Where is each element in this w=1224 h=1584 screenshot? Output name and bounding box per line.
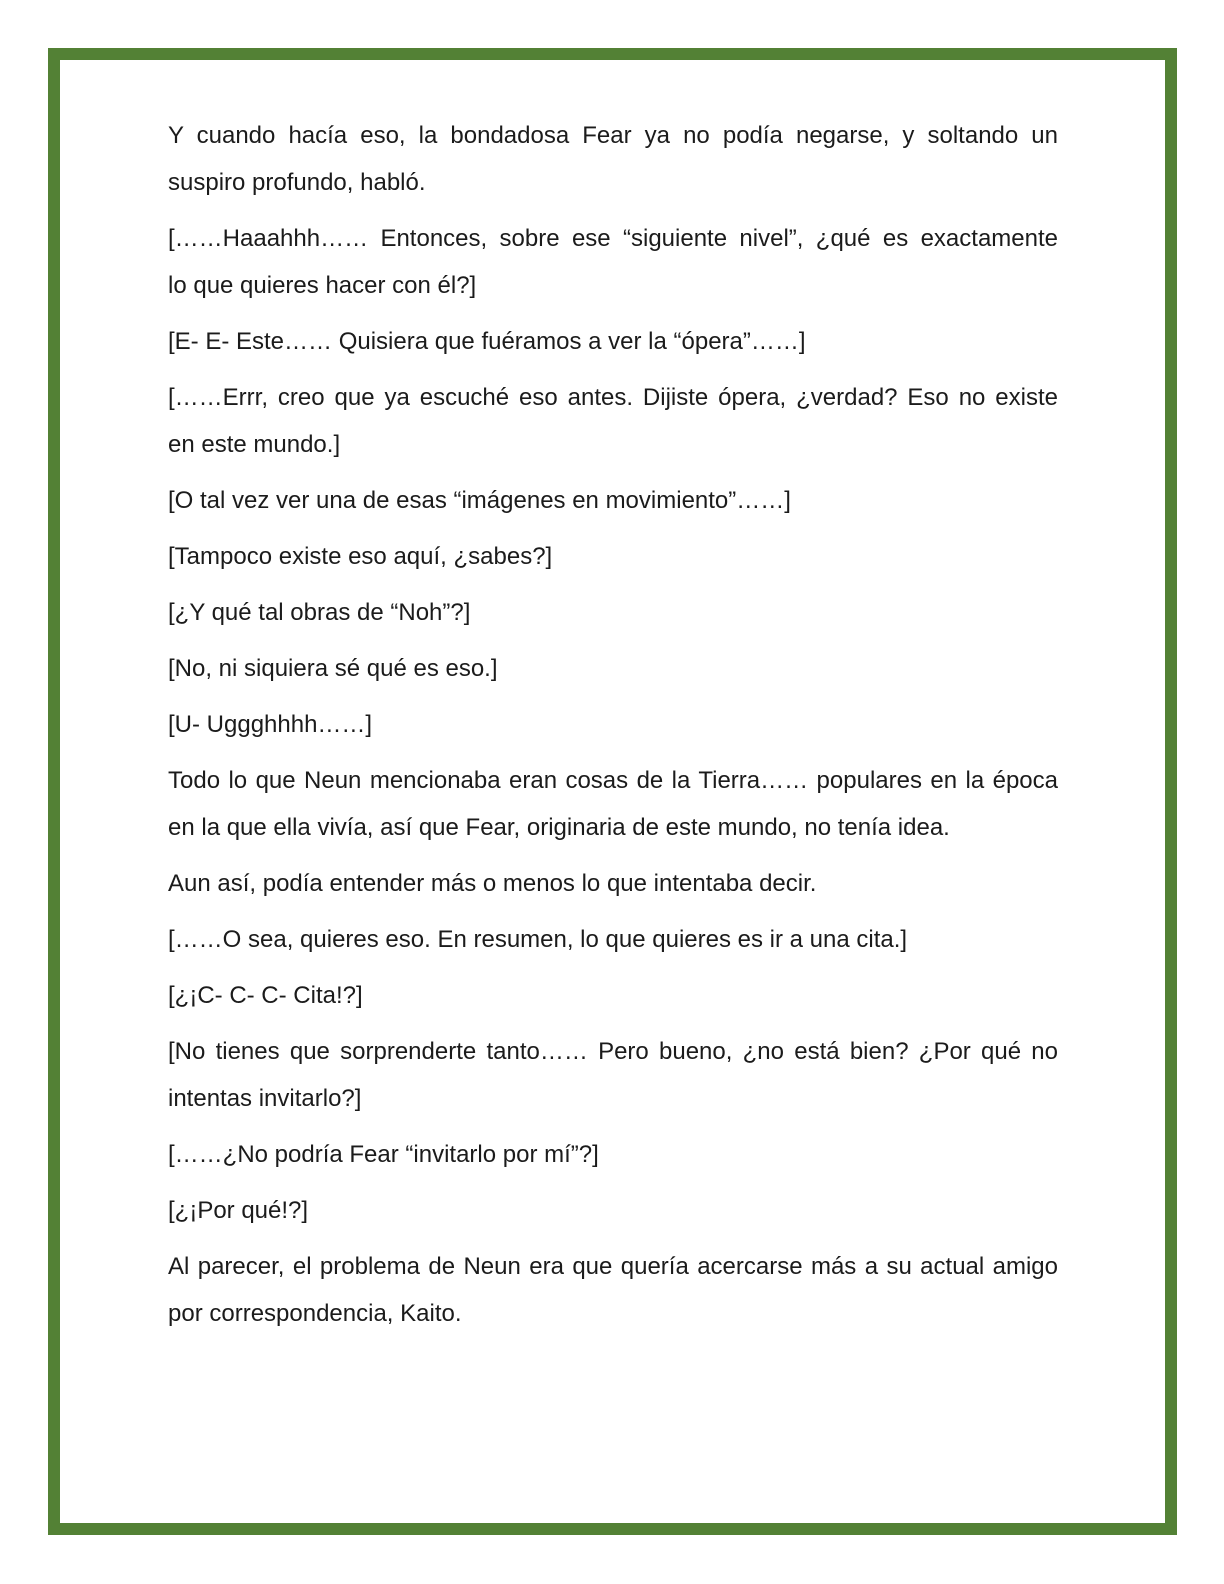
text-line: [……Errr, creo que ya escuché eso antes. Dijiste ópera, ¿verdad? Eso no existe — [168, 384, 1058, 411]
paragraph — [168, 477, 1058, 524]
text-line: [O tal vez ver una de esas “imágenes en movimiento”……] — [168, 487, 791, 514]
paragraph — [168, 1131, 1058, 1178]
text-line: [¿Y qué tal obras de “Noh”?] — [168, 599, 471, 626]
paragraph — [168, 1028, 1058, 1122]
text-line: intentas invitarlo?] — [168, 1085, 362, 1112]
text-line: Al parecer, el problema de Neun era que quería acercarse más a su actual amigo — [168, 1253, 1058, 1280]
paragraph — [168, 860, 1058, 907]
text-line: [U- Uggghhhh……] — [168, 711, 373, 738]
text-line: en este mundo.] — [168, 431, 341, 458]
text-line: lo que quieres hacer con él?] — [168, 272, 477, 299]
paragraph — [168, 1187, 1058, 1234]
page-border-frame — [48, 48, 1177, 1535]
text-line: Y cuando hacía eso, la bondadosa Fear ya no podía negarse, y soltando un — [168, 122, 1058, 149]
paragraph — [168, 1243, 1058, 1337]
paragraph — [168, 533, 1058, 580]
text-line: [……Haaahhh…… Entonces, sobre ese “siguiente nivel”, ¿qué es exactamente — [168, 225, 1058, 252]
text-line: [……O sea, quieres eso. En resumen, lo que quieres es ir a una cita.] — [168, 926, 908, 953]
text-line: [¿¡C- C- C- Cita!?] — [168, 982, 363, 1009]
text-line: [E- E- Este…… Quisiera que fuéramos a ver la “ópera”……] — [168, 328, 806, 355]
paragraph — [168, 318, 1058, 365]
paragraph — [168, 215, 1058, 309]
text-line: [¿¡Por qué!?] — [168, 1197, 309, 1224]
paragraph — [168, 757, 1058, 851]
text-line: suspiro profundo, habló. — [168, 169, 426, 196]
paragraph — [168, 589, 1058, 636]
text-line: en la que ella vivía, así que Fear, originaria de este mundo, no tenía idea. — [168, 814, 950, 841]
document-body — [60, 60, 1058, 1337]
text-line: [No tienes que sorprenderte tanto…… Pero bueno, ¿no está bien? ¿Por qué no — [168, 1038, 1058, 1065]
text-line: Todo lo que Neun mencionaba eran cosas de la Tierra…… populares en la época — [168, 767, 1058, 794]
paragraph — [168, 645, 1058, 692]
paragraph — [168, 701, 1058, 748]
text-line: Aun así, podía entender más o menos lo que intentaba decir. — [168, 870, 817, 897]
text-line: [Tampoco existe eso aquí, ¿sabes?] — [168, 543, 553, 570]
paragraph — [168, 112, 1058, 206]
text-line: [……¿No podría Fear “invitarlo por mí”?] — [168, 1141, 599, 1168]
text-line: por correspondencia, Kaito. — [168, 1300, 462, 1327]
paragraph — [168, 916, 1058, 963]
paragraph — [168, 972, 1058, 1019]
paragraph — [168, 374, 1058, 468]
text-line: [No, ni siquiera sé qué es eso.] — [168, 655, 498, 682]
